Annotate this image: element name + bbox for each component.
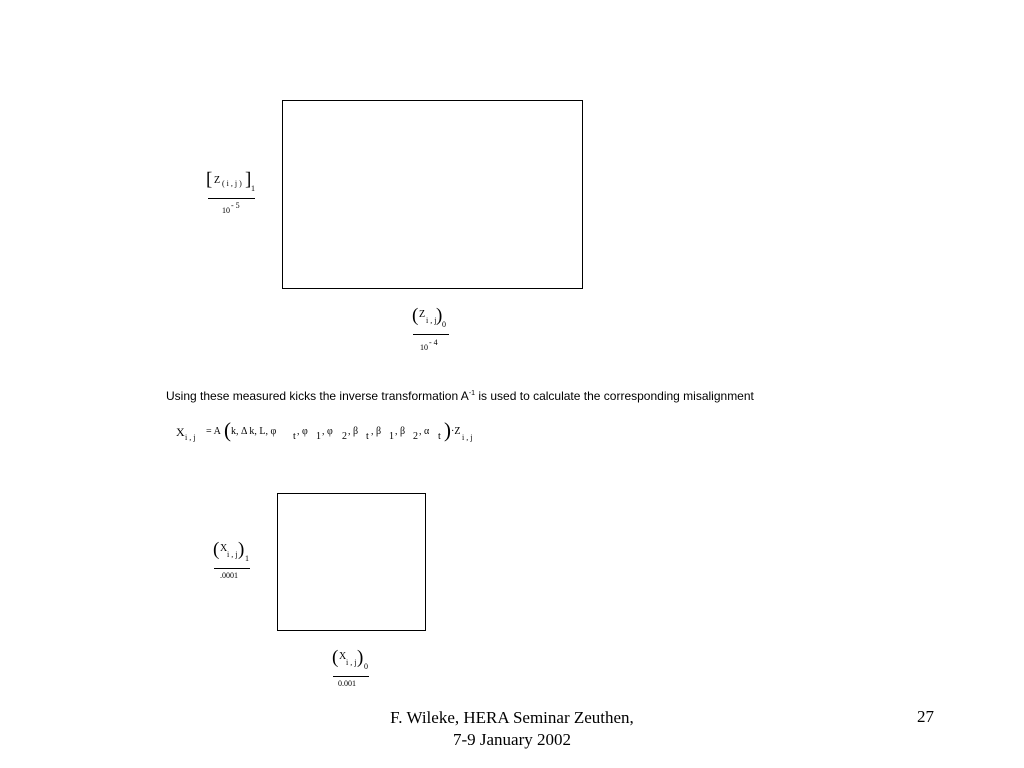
- formula-comma-alpha: , α: [419, 426, 430, 437]
- inverse-transformation-formula: [176, 420, 496, 450]
- formula-args-1: k, Δ k, L, φ: [231, 426, 277, 437]
- plot2-x-sub: 0: [364, 662, 368, 671]
- formula-sub-t2: t: [366, 431, 369, 442]
- plot2-x-index: i , j: [346, 658, 357, 667]
- plot1-y-denom-base: 10: [222, 206, 230, 215]
- plot1-x-denom-base: 10: [420, 343, 428, 352]
- plot1-x-fraction-bar: [413, 334, 449, 335]
- plot1-y-denom-exp: - 5: [231, 201, 240, 210]
- formula-rhs-sub: i , j: [462, 433, 473, 442]
- right-paren: ): [357, 647, 364, 668]
- formula-sub-2b: 2: [413, 431, 418, 442]
- plot1-frame: [282, 100, 583, 289]
- left-paren: (: [332, 647, 339, 668]
- formula-equals-a: = A: [206, 426, 221, 437]
- formula-sub-1b: 1: [389, 431, 394, 442]
- plot2-y-fraction-bar: [214, 568, 250, 569]
- plot1-y-var: Z: [214, 175, 221, 186]
- plot1-x-sub: 0: [442, 320, 446, 329]
- plot1-y-label: [206, 170, 258, 220]
- plot1-y-index: ( i , j ): [222, 179, 242, 188]
- plot1-x-label: [412, 306, 462, 356]
- formula-sub-2a: 2: [342, 431, 347, 442]
- slide-footer: [352, 707, 672, 751]
- plot2-y-denom: .0001: [220, 571, 238, 580]
- plot2-x-denom: 0.001: [338, 679, 356, 688]
- plot1-y-fraction-bar: [208, 198, 255, 199]
- plot2-x-var: X: [339, 651, 347, 662]
- plot2-x-label: [332, 648, 377, 693]
- formula-dot-z: ·Z: [451, 426, 461, 437]
- formula-left-paren: (: [224, 418, 231, 442]
- formula-sub-t3: t: [438, 431, 441, 442]
- plot2-y-index: i , j: [227, 550, 238, 559]
- formula-comma-beta3: , β: [395, 426, 406, 437]
- footer-line-1: F. Wileke, HERA Seminar Zeuthen,: [390, 708, 634, 727]
- right-paren: ): [436, 305, 443, 326]
- plot2-y-var: X: [220, 543, 228, 554]
- sentence-sup: -1: [468, 390, 476, 397]
- formula-comma-beta2: , β: [371, 426, 382, 437]
- formula-comma-beta: , β: [348, 426, 359, 437]
- plot2-frame: [277, 493, 426, 631]
- left-bracket: [: [206, 169, 213, 190]
- explanation-sentence: [166, 389, 754, 403]
- sentence-after: is used to calculate the corresponding misalignment: [475, 389, 754, 403]
- formula-comma-phi: , φ: [297, 426, 308, 437]
- sentence-before: Using these measured kicks the inverse transformation A: [166, 389, 469, 403]
- plot2-x-fraction-bar: [333, 676, 369, 677]
- formula-comma-phi2: , φ: [322, 426, 333, 437]
- plot1-x-denom-exp: - 4: [429, 338, 438, 347]
- plot1-x-var: Z: [419, 309, 426, 320]
- formula-sub-t1: t: [293, 431, 296, 442]
- left-paren: (: [213, 539, 220, 560]
- plot1-x-index: i , j: [426, 316, 437, 325]
- plot1-y-sub: 1: [251, 184, 255, 193]
- right-paren: ): [238, 539, 245, 560]
- plot2-y-sub: 1: [245, 554, 249, 563]
- right-bracket: ]: [245, 169, 252, 190]
- plot2-y-label: [213, 540, 258, 585]
- page-number: 27: [917, 707, 934, 726]
- formula-right-paren: ): [444, 418, 451, 442]
- footer-line-2: 7-9 January 2002: [452, 730, 572, 749]
- formula-lhs-var: X: [176, 425, 185, 439]
- left-paren: (: [412, 305, 419, 326]
- formula-lhs-sub: i , j: [185, 433, 196, 442]
- formula-sub-1a: 1: [316, 431, 321, 442]
